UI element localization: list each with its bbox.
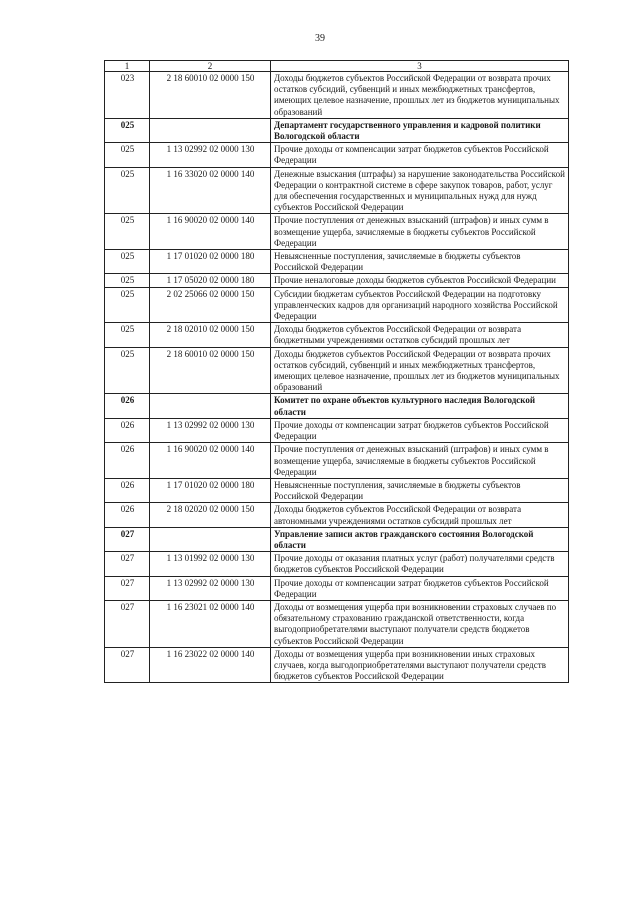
department-row [105,118,569,142]
table-row [105,600,569,647]
table-row [105,250,569,274]
kbk-code-cell: 1 16 23021 02 0000 140 [150,600,271,647]
revenue-name-cell: Денежные взыскания (штрафы) за нарушение законодательства Российской Федерации о контрактной системе в сфере закупок товаров, работ, услуг для обеспечения государственных и муниципальных нужд для нужд субъектов Российской Федерации [271,167,569,214]
kbk-code-cell [150,527,271,551]
kbk-code-cell: 1 13 02992 02 0000 130 [150,143,271,167]
kbk-code-cell [150,118,271,142]
kbk-code-cell: 2 18 02010 02 0000 150 [150,323,271,347]
kbk-code-cell: 2 18 60010 02 0000 150 [150,347,271,394]
kbk-code-cell: 1 17 01020 02 0000 180 [150,250,271,274]
admin-code-cell: 025 [105,250,150,274]
table-header-row [105,61,569,72]
table-row [105,478,569,502]
admin-code-cell: 026 [105,503,150,527]
table-row [105,418,569,442]
revenue-name-cell: Комитет по охране объектов культурного наследия Вологодской области [271,394,569,418]
revenue-name-cell: Прочие поступления от денежных взысканий (штрафов) и иных сумм в возмещение ущерба, зачисляемые в бюджеты субъектов Российской Федерации [271,214,569,250]
table-row [105,503,569,527]
table-row [105,323,569,347]
revenue-name-cell: Прочие доходы от компенсации затрат бюджетов субъектов Российской Федерации [271,418,569,442]
revenue-name-cell: Невыясненные поступления, зачисляемые в бюджеты субъектов Российской Федерации [271,478,569,502]
table-row [105,274,569,287]
table-row [105,443,569,479]
column-header-3: 3 [271,61,569,72]
revenue-name-cell: Управление записи актов гражданского состояния Вологодской области [271,527,569,551]
kbk-code-cell: 1 16 23022 02 0000 140 [150,647,271,683]
admin-code-cell: 027 [105,552,150,576]
admin-code-cell: 023 [105,72,150,119]
kbk-code-cell: 1 16 90020 02 0000 140 [150,214,271,250]
revenue-name-cell: Доходы от возмещения ущерба при возникновении страховых случаев по обязательному страхованию гражданской ответственности, когда выгодоприобретателями выступают получатели средств бюджетов субъектов Российской Федерации [271,600,569,647]
budget-revenue-table [104,60,569,683]
admin-code-cell: 026 [105,418,150,442]
admin-code-cell: 025 [105,287,150,323]
revenue-name-cell: Прочие неналоговые доходы бюджетов субъектов Российской Федерации [271,274,569,287]
revenue-name-cell: Доходы бюджетов субъектов Российской Федерации от возврата прочих остатков субсидий, субвенций и иных межбюджетных трансфертов, имеющих целевое назначение, прошлых лет из бюджетов муниципальных образований [271,72,569,119]
department-row [105,527,569,551]
table-row [105,287,569,323]
department-row [105,394,569,418]
revenue-name-cell: Прочие доходы от компенсации затрат бюджетов субъектов Российской Федерации [271,576,569,600]
kbk-code-cell: 2 18 60010 02 0000 150 [150,72,271,119]
column-header-1: 1 [105,61,150,72]
revenue-name-cell: Невыясненные поступления, зачисляемые в бюджеты субъектов Российской Федерации [271,250,569,274]
kbk-code-cell: 1 17 05020 02 0000 180 [150,274,271,287]
table-row [105,214,569,250]
revenue-name-cell: Прочие поступления от денежных взысканий (штрафов) и иных сумм в возмещение ущерба, зачисляемые в бюджеты субъектов Российской Федерации [271,443,569,479]
admin-code-cell: 025 [105,323,150,347]
table-row [105,347,569,394]
admin-code-cell: 027 [105,527,150,551]
admin-code-cell: 025 [105,214,150,250]
admin-code-cell: 027 [105,576,150,600]
table-body [105,72,569,683]
admin-code-cell: 025 [105,274,150,287]
kbk-code-cell: 1 16 33020 02 0000 140 [150,167,271,214]
revenue-name-cell: Доходы бюджетов субъектов Российской Федерации от возврата прочих остатков субсидий, субвенций и иных межбюджетных трансфертов, имеющих целевое назначение, прошлых лет из бюджетов муниципальных образований [271,347,569,394]
revenue-name-cell: Прочие доходы от компенсации затрат бюджетов субъектов Российской Федерации [271,143,569,167]
table-row [105,72,569,119]
kbk-code-cell: 2 18 02020 02 0000 150 [150,503,271,527]
admin-code-cell: 027 [105,647,150,683]
revenue-name-cell: Доходы бюджетов субъектов Российской Федерации от возврата бюджетными учреждениями остатков субсидий прошлых лет [271,323,569,347]
admin-code-cell: 026 [105,443,150,479]
table-row [105,576,569,600]
table-row [105,167,569,214]
revenue-name-cell: Субсидии бюджетам субъектов Российской Федерации на подготовку управленческих кадров для организаций народного хозяйства Российской Федерации [271,287,569,323]
admin-code-cell: 025 [105,118,150,142]
admin-code-cell: 025 [105,143,150,167]
admin-code-cell: 025 [105,167,150,214]
column-header-2: 2 [150,61,271,72]
page-number: 39 [315,33,325,44]
revenue-name-cell: Доходы от возмещения ущерба при возникновении иных страховых случаев, когда выгодоприобретателями выступают получатели средств бюджетов субъектов Российской Федерации [271,647,569,683]
kbk-code-cell [150,394,271,418]
revenue-name-cell: Доходы бюджетов субъектов Российской Федерации от возврата автономными учреждениями остатков субсидий прошлых лет [271,503,569,527]
kbk-code-cell: 1 17 01020 02 0000 180 [150,478,271,502]
kbk-code-cell: 1 13 02992 02 0000 130 [150,418,271,442]
table-row [105,552,569,576]
table-row [105,647,569,683]
admin-code-cell: 027 [105,600,150,647]
admin-code-cell: 026 [105,478,150,502]
kbk-code-cell: 1 16 90020 02 0000 140 [150,443,271,479]
revenue-name-cell: Департамент государственного управления и кадровой политики Вологодской области [271,118,569,142]
kbk-code-cell: 1 13 01992 02 0000 130 [150,552,271,576]
revenue-name-cell: Прочие доходы от оказания платных услуг (работ) получателями средств бюджетов субъектов Российской Федерации [271,552,569,576]
table-row [105,143,569,167]
kbk-code-cell: 2 02 25066 02 0000 150 [150,287,271,323]
kbk-code-cell: 1 13 02992 02 0000 130 [150,576,271,600]
admin-code-cell: 025 [105,347,150,394]
admin-code-cell: 026 [105,394,150,418]
